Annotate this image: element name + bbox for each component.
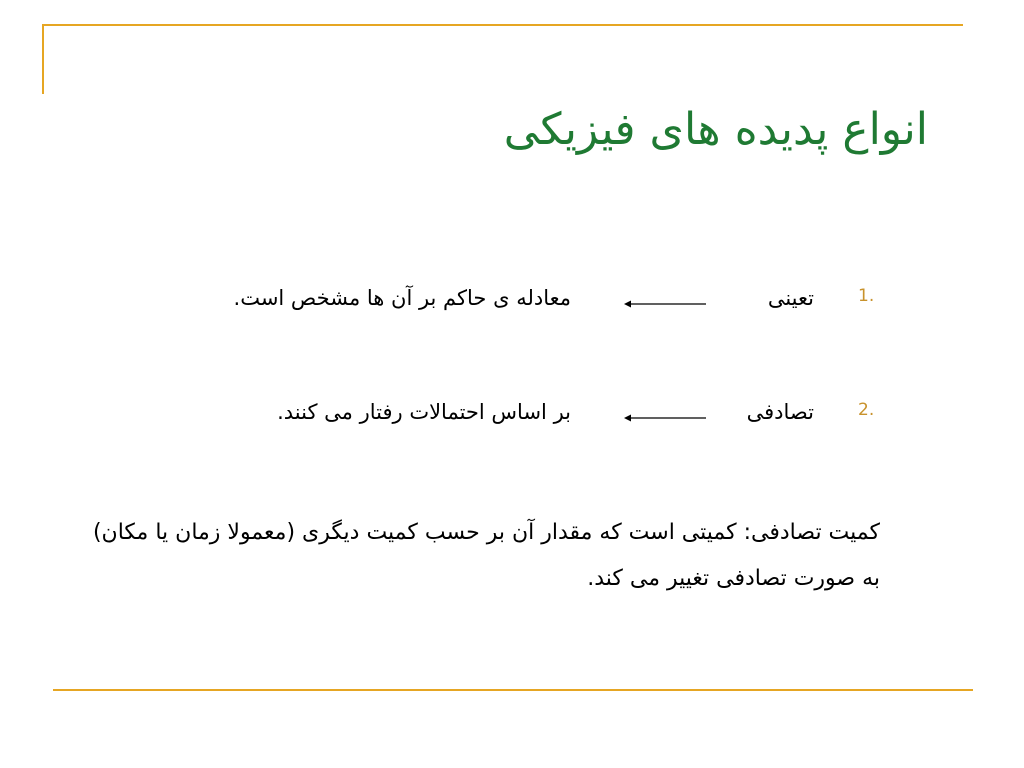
list-item bbox=[0, 286, 1024, 326]
list-term: تصادفی bbox=[746, 400, 814, 424]
list-term: تعینی bbox=[767, 286, 814, 310]
list-number: 1. bbox=[858, 286, 875, 306]
list-number: 2. bbox=[858, 400, 875, 420]
definition-paragraph: کمیت تصادفی: کمیتی است که مقدار آن بر حسب کمیت دیگری (معمولا زمان یا مکان) به صورت تصادفی تغییر می کند. bbox=[92, 520, 880, 591]
frame-top-line bbox=[42, 24, 963, 26]
list-item bbox=[0, 400, 1024, 440]
frame-bottom-line bbox=[53, 689, 973, 691]
left-arrow-icon bbox=[624, 298, 706, 310]
list-description: بر اساس احتمالات رفتار می کنند. bbox=[277, 400, 571, 424]
list-description: معادله ی حاکم بر آن ها مشخص است. bbox=[233, 286, 571, 310]
left-arrow-icon bbox=[624, 412, 706, 424]
frame-left-line bbox=[42, 24, 44, 94]
slide-title: انواع پدیده های فیزیکی bbox=[503, 104, 928, 155]
